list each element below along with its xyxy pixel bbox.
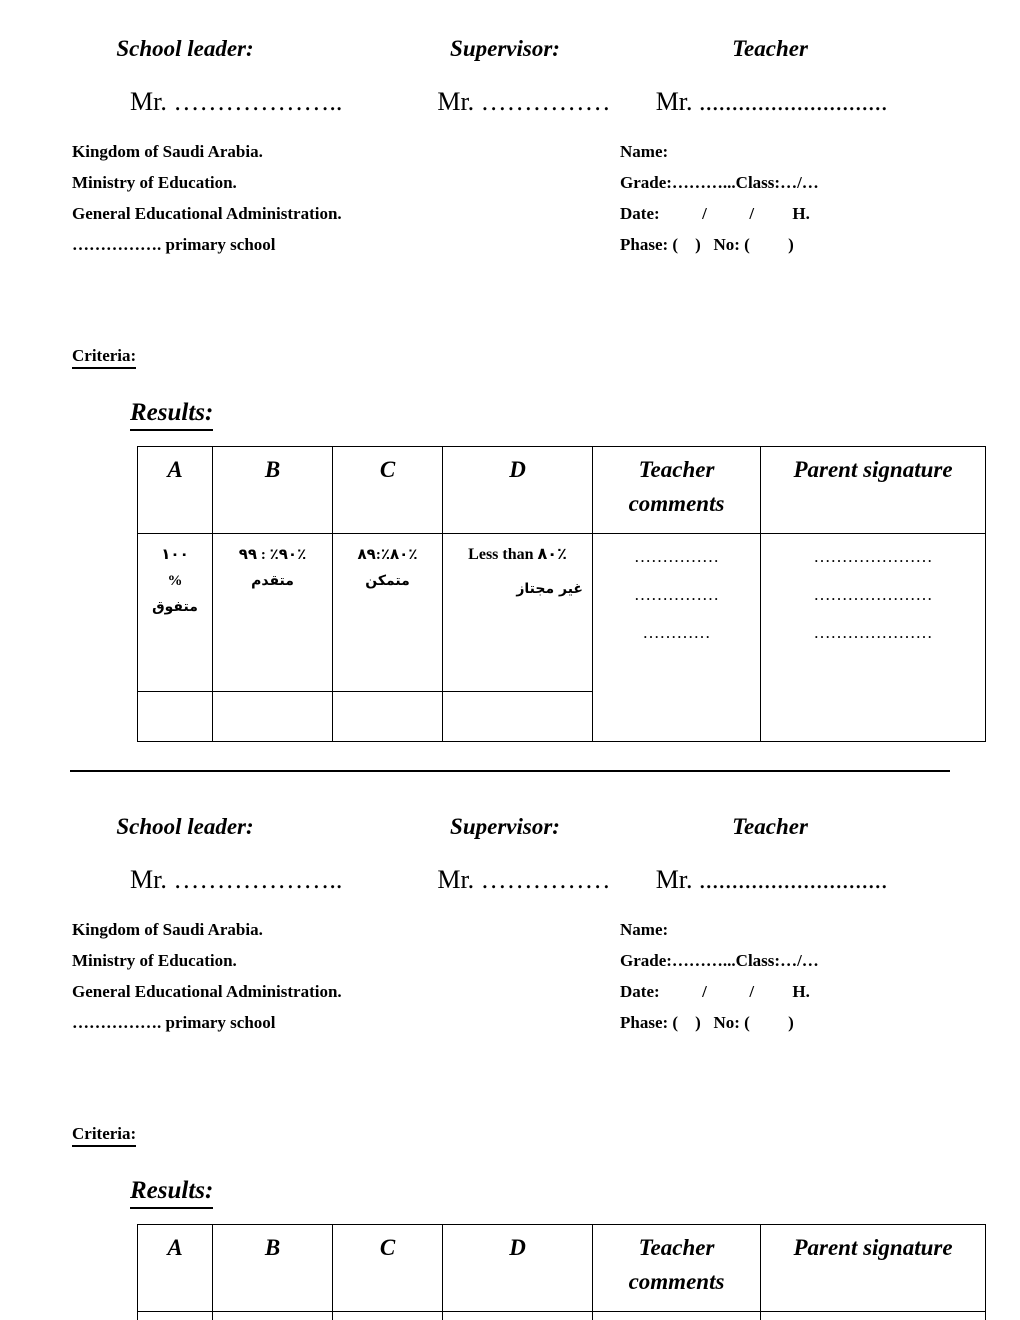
- grade-d-word: غير مجتاز: [516, 581, 583, 597]
- col-teacher-comments-header: Teacher comments: [593, 1225, 761, 1312]
- signature-lines-row: [0, 85, 1020, 118]
- col-a-header: A: [138, 447, 213, 534]
- teacher-label: Teacher: [732, 814, 808, 839]
- signature-dots-line: …………………: [813, 585, 933, 604]
- letterhead-administration: General Educational Administration.: [72, 204, 342, 223]
- teacher-column: [640, 812, 900, 841]
- letterhead-school: ……………. primary school: [72, 235, 276, 254]
- grade-a-cell: [138, 534, 213, 692]
- school-leader-signature-line: Mr. ………………..: [130, 865, 343, 894]
- student-name-line: Name:: [620, 920, 669, 939]
- student-grade-class-line: Grade:………...Class:…/…: [620, 173, 819, 192]
- teacher-signature-line: Mr. .............................: [655, 87, 888, 116]
- col-d-header: D: [443, 447, 593, 534]
- report-form-bottom: [0, 792, 1020, 1320]
- letterhead: [0, 136, 1020, 260]
- teacher-column: [640, 34, 900, 63]
- col-teacher-comments-header: Teacher comments: [593, 447, 761, 534]
- empty-cell: [138, 692, 213, 742]
- signature-titles-row: [0, 0, 1020, 63]
- school-leader-label: School leader:: [116, 814, 254, 839]
- student-name-line: Name:: [620, 142, 669, 161]
- grade-scale-row: [138, 1312, 986, 1320]
- letterhead: [0, 914, 1020, 1038]
- col-c-header: C: [333, 1225, 443, 1312]
- empty-cell: [761, 1312, 986, 1320]
- results-table: [137, 446, 986, 742]
- student-info-block: [620, 136, 819, 260]
- empty-cell: [138, 1312, 213, 1320]
- grade-a-percent: %: [167, 573, 183, 589]
- col-b-header: B: [213, 1225, 333, 1312]
- phase-no-line: Phase: ( ) No: ( ): [620, 1013, 794, 1032]
- teacher-comments-cell: [593, 534, 761, 742]
- results-label: Results:: [130, 1177, 213, 1209]
- school-leader-column: [0, 34, 370, 63]
- col-parent-signature-header: Parent signature: [761, 1225, 986, 1312]
- empty-cell: [443, 1312, 593, 1320]
- parent-signature-cell: [761, 534, 986, 742]
- letterhead-ministry: Ministry of Education.: [72, 951, 237, 970]
- student-info-block: [620, 914, 819, 1038]
- date-line: Date: / / H.: [620, 982, 810, 1001]
- col-b-header: B: [213, 447, 333, 534]
- signature-dots-line: …………………: [813, 547, 933, 566]
- criteria-label: Criteria:: [72, 1124, 136, 1147]
- grade-b-word: متقدم: [251, 573, 294, 589]
- grade-b-cell: [213, 534, 333, 692]
- comment-dots-line: …………: [642, 623, 711, 642]
- grade-c-cell: [333, 534, 443, 692]
- empty-cell: [593, 1312, 761, 1320]
- supervisor-label: Supervisor:: [450, 36, 560, 61]
- supervisor-column: [370, 34, 640, 63]
- section-divider: [70, 770, 950, 772]
- grade-a-word: متفوق: [152, 599, 198, 615]
- grade-d-range: Less than ٨٠٪: [468, 546, 567, 563]
- letterhead-school: ……………. primary school: [72, 1013, 276, 1032]
- criteria-label: Criteria:: [72, 346, 136, 369]
- school-leader-signature-line: Mr. ………………..: [130, 87, 343, 116]
- school-leader-label: School leader:: [116, 36, 254, 61]
- signature-lines-row: [0, 863, 1020, 896]
- grade-scale-row: [138, 534, 986, 692]
- col-a-header: A: [138, 1225, 213, 1312]
- col-parent-signature-header: Parent signature: [761, 447, 986, 534]
- grade-d-cell: [443, 534, 593, 692]
- col-c-header: C: [333, 447, 443, 534]
- comment-dots-line: ……………: [634, 547, 719, 566]
- grade-b-range: ٩٠٪ : ٩٩٪: [238, 547, 307, 563]
- results-label: Results:: [130, 399, 213, 431]
- col-d-header: D: [443, 1225, 593, 1312]
- results-table: [137, 1224, 986, 1320]
- grade-c-word: متمكن: [365, 573, 410, 589]
- letterhead-ministry: Ministry of Education.: [72, 173, 237, 192]
- date-line: Date: / / H.: [620, 204, 810, 223]
- letterhead-country: Kingdom of Saudi Arabia.: [72, 920, 263, 939]
- letterhead-left-block: [72, 914, 542, 1038]
- teacher-signature-line: Mr. .............................: [655, 865, 888, 894]
- grade-c-range: ٨٠٪:٨٩٪: [357, 547, 418, 563]
- table-header-row: [138, 1225, 986, 1312]
- supervisor-label: Supervisor:: [450, 814, 560, 839]
- empty-cell: [213, 1312, 333, 1320]
- teacher-label: Teacher: [732, 36, 808, 61]
- empty-cell: [213, 692, 333, 742]
- supervisor-signature-line: Mr. ……………: [437, 87, 611, 116]
- supervisor-signature-line: Mr. ……………: [437, 865, 611, 894]
- letterhead-left-block: [72, 136, 542, 260]
- grade-a-number: ١٠٠: [161, 547, 189, 563]
- student-grade-class-line: Grade:………...Class:…/…: [620, 951, 819, 970]
- phase-no-line: Phase: ( ) No: ( ): [620, 235, 794, 254]
- empty-cell: [333, 1312, 443, 1320]
- empty-cell: [333, 692, 443, 742]
- letterhead-country: Kingdom of Saudi Arabia.: [72, 142, 263, 161]
- signature-dots-line: …………………: [813, 623, 933, 642]
- school-leader-column: [0, 812, 370, 841]
- table-header-row: [138, 447, 986, 534]
- letterhead-administration: General Educational Administration.: [72, 982, 342, 1001]
- empty-cell: [443, 692, 593, 742]
- signature-titles-row: [0, 792, 1020, 841]
- supervisor-column: [370, 812, 640, 841]
- comment-dots-line: ……………: [634, 585, 719, 604]
